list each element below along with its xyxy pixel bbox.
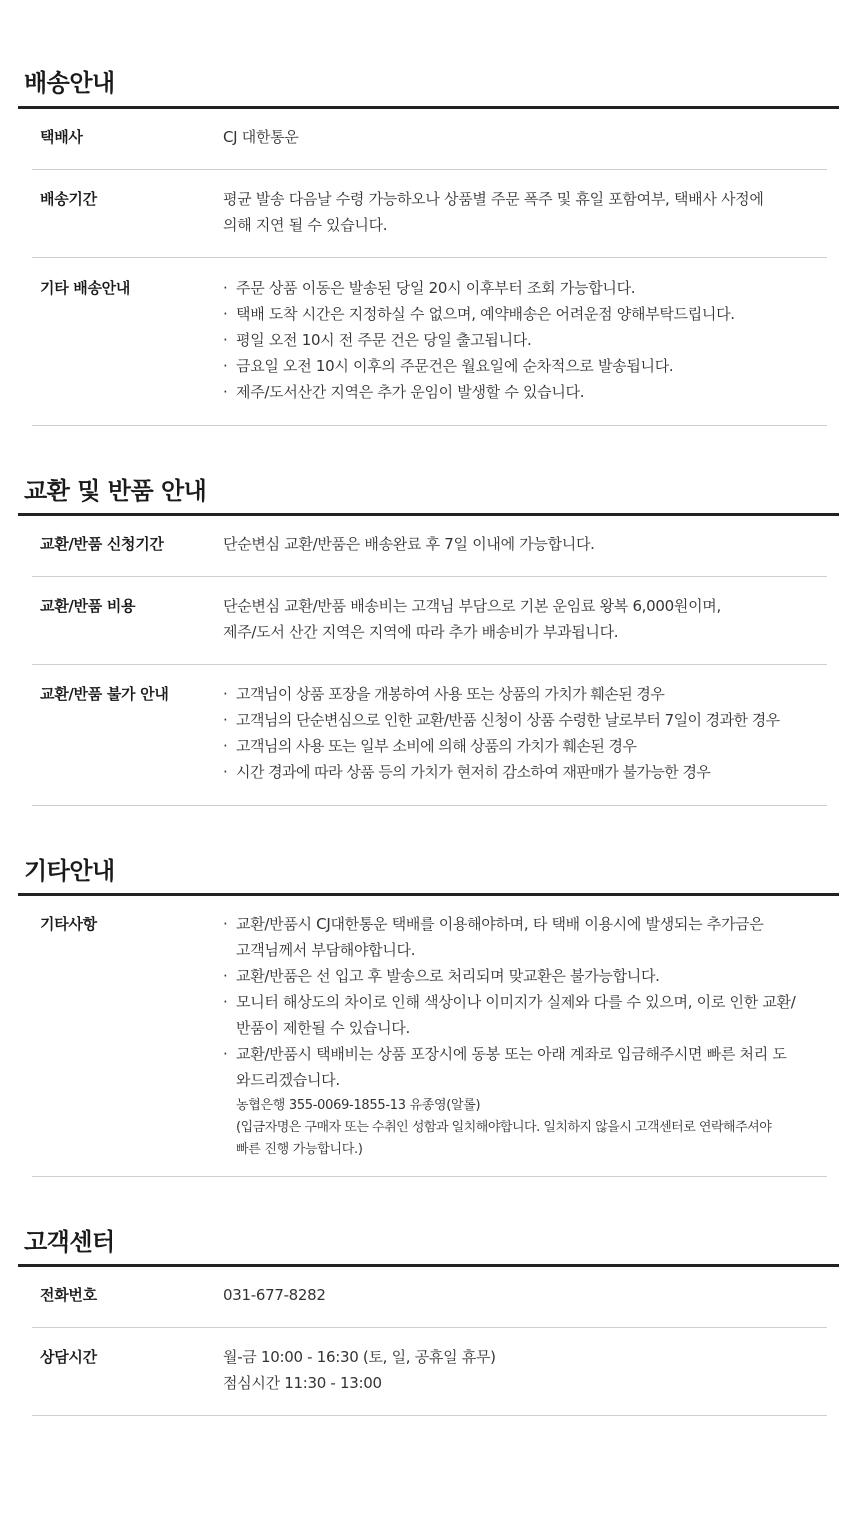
row-divider (32, 1327, 827, 1328)
value-line: CJ 대한통운 (223, 128, 299, 146)
row-divider (32, 576, 827, 577)
row-label: 전화번호 (40, 1286, 97, 1304)
list-item: · 주문 상품 이동은 발송된 당일 20시 이후부터 조회 가능합니다. (223, 275, 838, 301)
list-item (223, 1041, 833, 1093)
deposit-note: (입금자명은 구매자 또는 수취인 성함과 일치해야합니다. 일치하지 않을시 고객센터로 연락해주셔야 (236, 1120, 772, 1135)
list-item: · 제주/도서산간 지역은 추가 운임이 발생할 수 있습니다. (223, 379, 838, 405)
section-divider (18, 106, 839, 109)
value-line: 반품이 제한될 수 있습니다. (236, 1019, 410, 1037)
list-item: · 택배 도착 시간은 지정하실 수 없으며, 예약배송은 어려운점 양해부탁드립니다. (223, 301, 838, 327)
list-item: · 금요일 오전 10시 이후의 주문건은 월요일에 순차적으로 발송됩니다. (223, 353, 838, 379)
row-label: 교환/반품 비용 (40, 597, 136, 615)
row-divider (32, 425, 827, 426)
row-divider (32, 169, 827, 170)
value-line: 월-금 10:00 - 16:30 (토, 일, 공휴일 휴무) (223, 1348, 496, 1366)
row-value (223, 1282, 838, 1308)
row-label: 배송기간 (40, 190, 97, 208)
list-item: · 평일 오전 10시 전 주문 건은 당일 출고됩니다. (223, 327, 838, 353)
row-value (223, 275, 838, 405)
section-title: 기타안내 (24, 857, 115, 885)
value-line: 평균 발송 다음날 수령 가능하오나 상품별 주문 폭주 및 휴일 포함여부, 택배사 사정에 (223, 190, 764, 208)
list-item (223, 911, 833, 963)
section-title: 배송안내 (24, 69, 115, 97)
row-divider (32, 805, 827, 806)
row-label: 상담시간 (40, 1348, 97, 1366)
row-divider (32, 664, 827, 665)
list-item (223, 989, 833, 1041)
value-line: 단순변심 교환/반품 배송비는 고객님 부담으로 기본 운임료 왕복 6,000원이며, (223, 597, 721, 615)
phone-number: 031-677-8282 (223, 1286, 326, 1304)
section-title: 고객센터 (24, 1228, 115, 1256)
deposit-note: 빠른 진행 가능합니다.) (236, 1142, 363, 1157)
row-label: 교환/반품 불가 안내 (40, 685, 169, 703)
value-line: · 교환/반품시 택배비는 상품 포장시에 동봉 또는 아래 계좌로 입금해주시면 빠른 처리 도 (236, 1045, 787, 1063)
row-label: 교환/반품 신청기간 (40, 535, 164, 553)
value-line: · 모니터 해상도의 차이로 인해 색상이나 이미지가 실제와 다를 수 있으며, 이로 인한 교환/ (236, 993, 796, 1011)
row-divider (32, 1176, 827, 1177)
value-line: 점심시간 11:30 - 13:00 (223, 1374, 382, 1392)
row-value (223, 124, 838, 150)
list-item: · 고객님의 사용 또는 일부 소비에 의해 상품의 가치가 훼손된 경우 (223, 733, 843, 759)
value-line: 의해 지연 될 수 있습니다. (223, 216, 388, 234)
list-item: · 고객님이 상품 포장을 개봉하여 사용 또는 상품의 가치가 훼손된 경우 (223, 681, 843, 707)
list-item: · 고객님의 단순변심으로 인한 교환/반품 신청이 상품 수령한 날로부터 7일이 경과한 경우 (223, 707, 843, 733)
row-label: 기타사항 (40, 915, 97, 933)
section-title: 교환 및 반품 안내 (24, 477, 207, 505)
list-item: · 시간 경과에 따라 상품 등의 가치가 현저히 감소하여 재판매가 불가능한 경우 (223, 759, 843, 785)
list-item (223, 963, 833, 989)
section-divider (18, 1264, 839, 1267)
row-value (223, 593, 838, 645)
row-value (223, 531, 838, 557)
row-value (223, 1344, 838, 1396)
bullet-list (223, 275, 838, 405)
bullet-list (223, 681, 843, 785)
row-divider (32, 1415, 827, 1416)
row-divider (32, 257, 827, 258)
row-value (223, 186, 838, 238)
value-line: 단순변심 교환/반품은 배송완료 후 7일 이내에 가능합니다. (223, 535, 595, 553)
value-line: 제주/도서 산간 지역은 지역에 따라 추가 배송비가 부과됩니다. (223, 623, 619, 641)
bank-account: 농협은행 355-0069-1855-13 유종영(알롤) (236, 1098, 481, 1113)
section-divider (18, 893, 839, 896)
row-label: 기타 배송안내 (40, 279, 131, 297)
value-line: 와드리겠습니다. (236, 1071, 340, 1089)
row-value (223, 911, 833, 1161)
value-line: · 교환/반품은 선 입고 후 발송으로 처리되며 맞교환은 불가능합니다. (236, 967, 660, 985)
section-divider (18, 513, 839, 516)
row-value (223, 681, 843, 785)
value-line: · 교환/반품시 CJ대한통운 택배를 이용해야하며, 타 택배 이용시에 발생되는 추가금은 (236, 915, 764, 933)
bullet-list (223, 911, 833, 1093)
row-label: 택배사 (40, 128, 83, 146)
value-line: 고객님께서 부담해야합니다. (236, 941, 416, 959)
